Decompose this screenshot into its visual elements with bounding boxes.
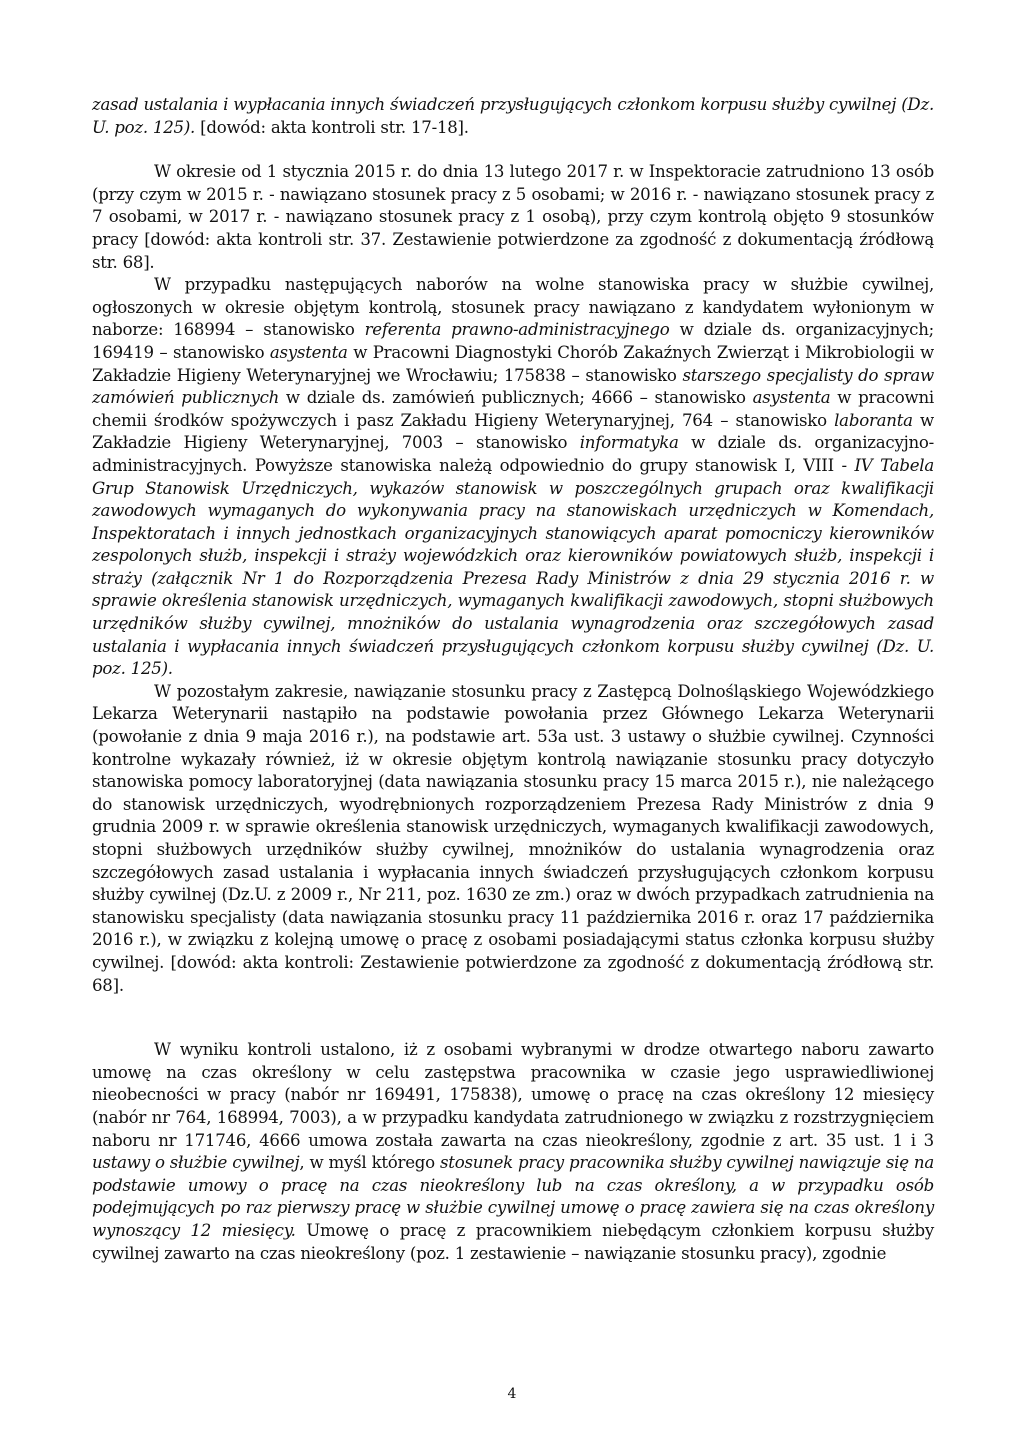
italic-text-run: laboranta [834, 410, 913, 430]
document-body [92, 94, 934, 1265]
paragraph-p3 [92, 681, 934, 997]
text-run: w pracowni chemii środków spożywczych i pasz Zakładu Higieny Weterynaryjnej, 764 – stanowisko [92, 388, 934, 430]
text-run: w dziale ds. organizacyjnych; 169419 – stanowisko [92, 320, 935, 362]
page-number: 4 [507, 1386, 517, 1402]
text-run: Umowę o pracę z pracownikiem niebędącym członkiem korpusu służby cywilnej zawarto na czas nieokreślony (poz. 1 zestawienie – nawiązanie stosunku pracy), zgodnie [92, 1220, 935, 1263]
text-run: W wyniku kontroli ustalono, iż z osobami wybranymi w drodze otwartego naboru zawarto umowę na czas określony w celu zastępstwa pracownika w czasie jego usprawiedliwionej nieobecności w pracy (nabór nr 169491, 175838), umowę o pracę na czas określony 12 miesięcy (nabór nr 764, 168994, 7003), a w przypadku kandydata zatrudnionego w związku z rozstrzygnięciem naboru nr 171746, 4666 umowa została zawarta na czas nieokreślony, zgodnie z art. 35 ust. 1 i 3 [92, 1040, 934, 1150]
italic-text-run: zasad ustalania i wypłacania innych świadczeń przysługujących członkom korpusu służby cywilnej (Dz. U. poz. 125). [92, 95, 934, 137]
italic-text-run: asystenta [752, 388, 831, 408]
text-run: [dowód: akta kontroli str. 17-18]. [195, 117, 469, 137]
text-run: W pozostałym zakresie, nawiązanie stosunku pracy z Zastępcą Dolnośląskiego Wojewódzkiego Lekarza Weterynarii nastąpiło na podstawie powołania przez Głównego Lekarza Weterynarii (powołanie z dnia 9 maja 2016 r.), na podstawie art. 53a ust. 3 ustawy o służbie cywilnej. Czynności kontrolne wykazały również, iż w okresie objętym kontrolą nawiązanie stosunku pracy dotyczyło stanowiska pomocy laboratoryjnej (data nawiązania stosunku pracy 15 marca 2015 r.), nie należącego do stanowisk urzędniczych, wyodrębnionych rozporządzeniem Prezesa Rady Ministrów z dnia 9 grudnia 2009 r. w sprawie określenia stanowisk urzędniczych, wymaganych kwalifikacji zawodowych, stopni służbowych urzędników służby cywilnej, mnożników do ustalania wynagrodzenia oraz szczegółowych zasad ustalania i wypłacania innych świadczeń przysługujących członkom korpusu służby cywilnej (Dz.U. z 2009 r., Nr 211, poz. 1630 ze zm.) oraz w dwóch przypadkach zatrudnienia na stanowisku specjalisty (data nawiązania stosunku pracy 11 października 2016 r. oraz 17 października 2016 r.), w związku z kolejną umowę o pracę z osobami posiadającymi status członka korpusu służby cywilnej. [dowód: akta kontroli: Zestawienie potwierdzone za zgodność z dokumentacją źródłową str. 68]. [92, 681, 934, 995]
text-run: , w myśl którego [299, 1153, 441, 1173]
text-run: W okresie od 1 stycznia 2015 r. do dnia 13 lutego 2017 r. w Inspektoracie zatrudniono 13 osób (przy czym w 2015 r. - nawiązano stosunek pracy z 5 osobami; w 2016 r. - nawiązano stosunek pracy z 7 osobami, w 2017 r. - nawiązano stosunek pracy z 1 osobą), przy czym kontrolą objęto 9 stosunków pracy [dowód: akta kontroli str. 37. Zestawienie potwierdzone za zgodność z dokumentacją źródłową str. 68]. [92, 162, 934, 272]
paragraph-p2 [92, 274, 934, 681]
italic-text-run: referenta prawno-administracyjnego [364, 320, 670, 340]
paragraph-p1 [92, 161, 934, 274]
italic-text-run: informatyka [579, 433, 679, 453]
text-run: w Zakładzie Higieny Weterynaryjnej, 7003 – stanowisko [92, 410, 934, 453]
italic-text-run: asystenta [269, 342, 348, 362]
text-run: W przypadku następujących naborów na wolne stanowiska pracy w służbie cywilnej, ogłoszonych w okresie objętym kontrolą, stosunek pracy nawiązano z kandydatem wyłonionym w naborze: 168994 – stanowisko [92, 275, 934, 340]
text-run: w dziale ds. zamówień publicznych; 4666 – stanowisko [279, 388, 753, 408]
text-run: w dziale ds. organizacyjno-administracyjnych. Powyższe stanowiska należą odpowiednio do grupy stanowisk I, VIII - [92, 433, 934, 475]
text-run: w Pracowni Diagnostyki Chorób Zakaźnych Zwierząt i Mikrobiologii w Zakładzie Higieny Weterynaryjnej we Wrocławiu; 175838 – stanowisko [92, 342, 934, 385]
paragraph-p4 [92, 1039, 934, 1265]
italic-text-run: stosunek pracy pracownika służby cywilnej nawiązuje się na podstawie umowy o pracę na czas nieokreślony lub na czas określony, a w przypadku osób podejmujących po raz pierwszy pracę w służbie cywilnej umowę o pracę zawiera się na czas określony wynoszący 12 miesięcy. [92, 1153, 934, 1240]
italic-text-run: IV Tabela Grup Stanowisk Urzędniczych, wykazów stanowisk w poszczególnych grupach oraz kwalifikacji zawodowych wymaganych do wykonywania pracy na stanowiskach urzędniczych w Komendach, Inspektoratach i innych jednostkach organizacyjnych stanowiących aparat pomocniczy kierowników zespolonych służb, inspekcji i straży wojewódzkich oraz kierowników powiatowych służb, inspekcji i straży (załącznik Nr 1 do Rozporządzenia Prezesa Rady Ministrów z dnia 29 stycznia 2016 r. w sprawie określenia stanowisk urzędniczych, wymaganych kwalifikacji zawodowych, stopni służbowych urzędników służby cywilnej, mnożników do ustalania wynagrodzenia oraz szczegółowych zasad ustalania i wypłacania innych świadczeń przysługujących członkom korpusu służby cywilnej (Dz. U. poz. 125). [92, 455, 934, 679]
paragraph-p0 [92, 94, 934, 139]
italic-text-run: ustawy o służbie cywilnej [92, 1153, 300, 1173]
italic-text-run: starszego specjalisty do spraw zamówień publicznych [92, 365, 934, 408]
